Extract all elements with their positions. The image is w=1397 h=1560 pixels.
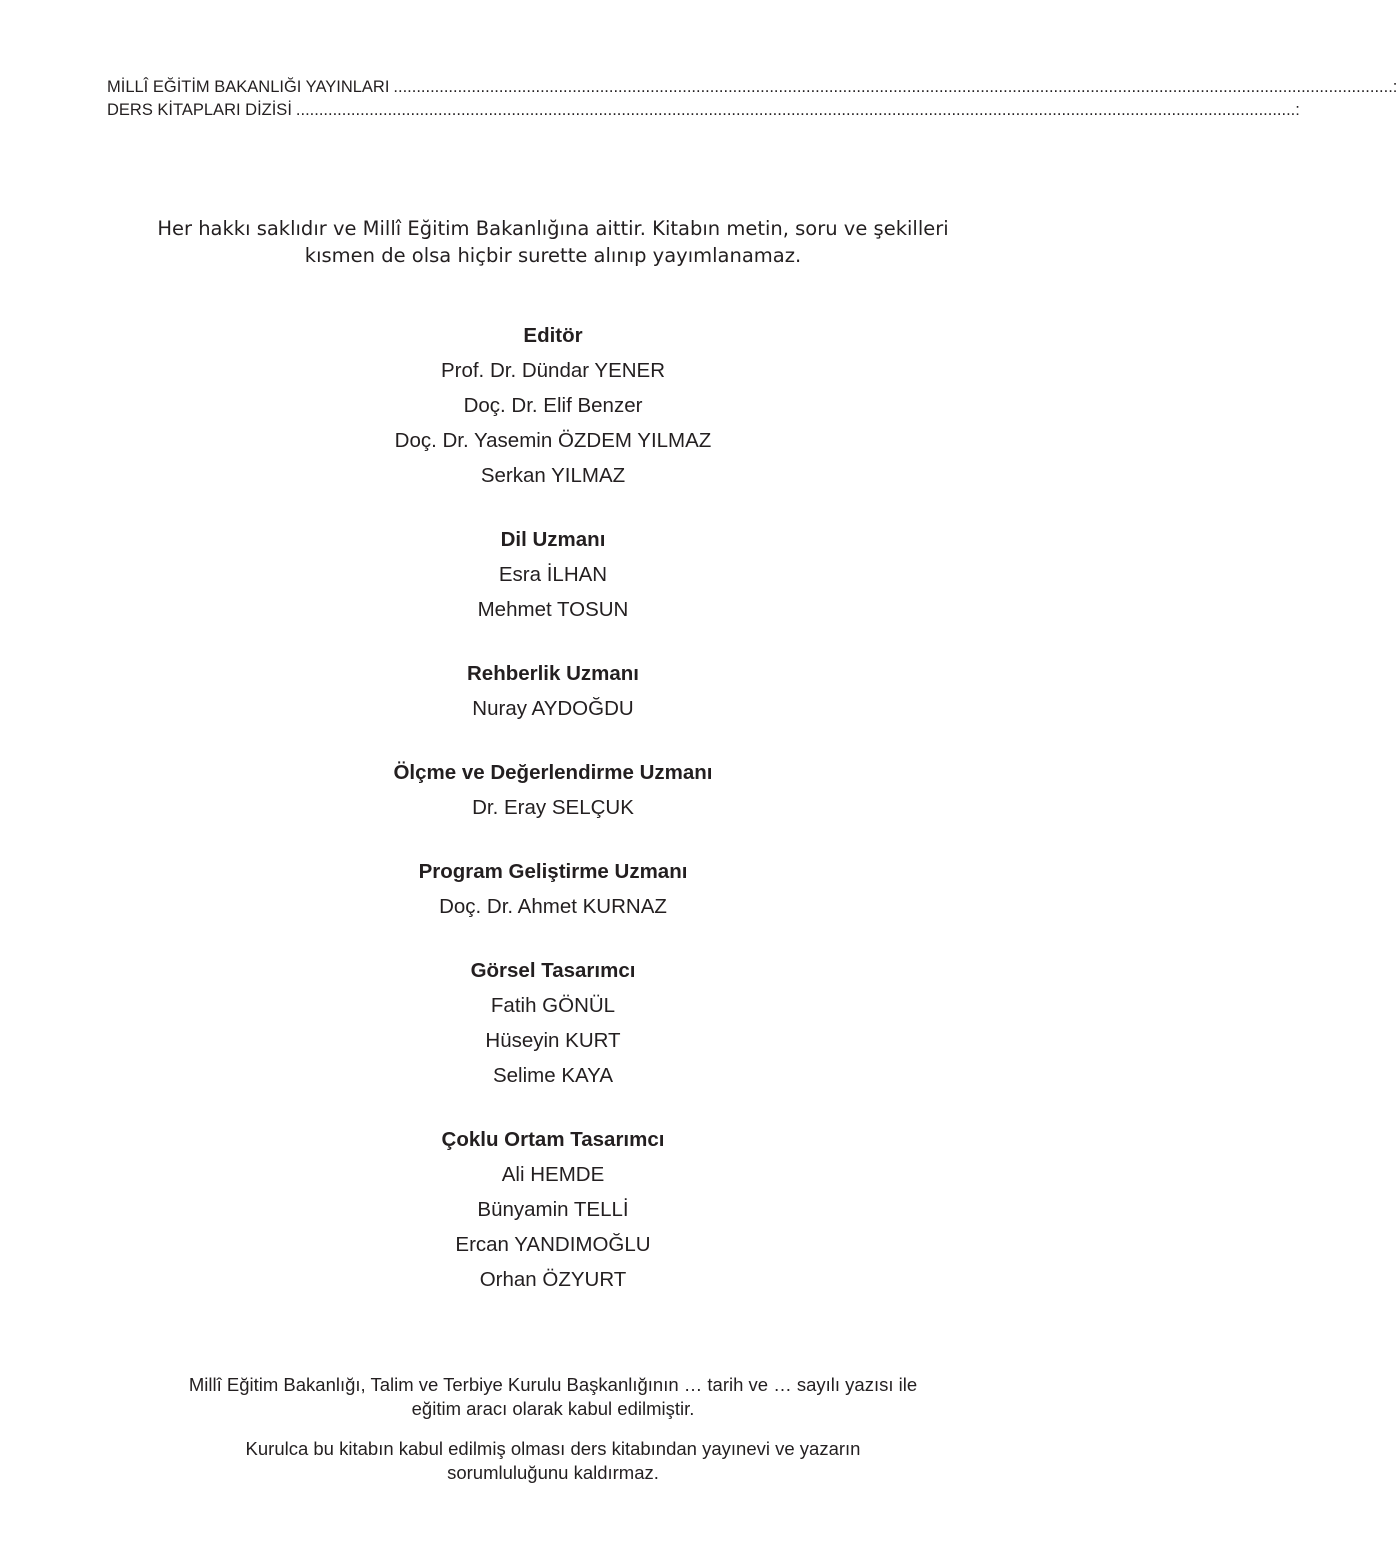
copyright-line-1: Her hakkı saklıdır ve Millî Eğitim Bakanlığına aittir. Kitabın metin, soru ve şekilleri bbox=[157, 217, 949, 240]
approval-line-3: Kurulca bu kitabın kabul edilmiş olması ders kitabından yayınevi ve yazarın bbox=[245, 1438, 861, 1459]
person-name: Ercan YANDIMOĞLU bbox=[455, 1233, 651, 1256]
person-name: Doç. Dr. Ahmet KURNAZ bbox=[439, 895, 667, 918]
role-curriculum-expert bbox=[0, 854, 1106, 924]
person-name: Mehmet TOSUN bbox=[477, 598, 629, 621]
role-assessment-expert bbox=[0, 755, 1106, 825]
role-title: Rehberlik Uzmanı bbox=[466, 662, 640, 685]
role-language-expert bbox=[0, 522, 1106, 627]
person-name: Serkan YILMAZ bbox=[480, 464, 626, 487]
dot-leader: .......................................................................................................................................................................................................................... bbox=[393, 78, 1393, 96]
role-title: Editör bbox=[523, 324, 583, 347]
person-name: Ali HEMDE bbox=[501, 1163, 605, 1186]
role-title: Program Geliştirme Uzmanı bbox=[418, 860, 688, 883]
series-label-publications: MİLLÎ EĞİTİM BAKANLIĞI YAYINLARI bbox=[107, 78, 390, 96]
person-name: Bünyamin TELLİ bbox=[477, 1198, 629, 1221]
approval-paragraph bbox=[100, 1373, 1006, 1421]
person-name: Doç. Dr. Yasemin ÖZDEM YILMAZ bbox=[394, 429, 712, 452]
responsibility-paragraph bbox=[100, 1437, 1006, 1485]
series-label-textbooks: DERS KİTAPLARI DİZİSİ bbox=[107, 101, 292, 119]
role-multimedia-designer bbox=[0, 1122, 1106, 1297]
series-colon: : bbox=[1295, 101, 1300, 119]
person-name: Esra İLHAN bbox=[498, 563, 608, 586]
series-line-textbooks bbox=[107, 99, 1300, 122]
role-editor bbox=[0, 318, 1106, 493]
role-guidance-expert bbox=[0, 656, 1106, 726]
dot-leader: .......................................................................................................................................................................................................................... bbox=[295, 101, 1296, 119]
copyright-line-2: kısmen de olsa hiçbir surette alınıp yayımlanamaz. bbox=[304, 244, 802, 267]
role-title: Dil Uzmanı bbox=[500, 528, 606, 551]
person-name: Hüseyin KURT bbox=[485, 1029, 621, 1052]
person-name: Doç. Dr. Elif Benzer bbox=[463, 394, 643, 417]
approval-line-4: sorumluluğunu kaldırmaz. bbox=[447, 1462, 659, 1483]
role-title: Çoklu Ortam Tasarımcı bbox=[441, 1128, 665, 1151]
person-name: Nuray AYDOĞDU bbox=[472, 697, 634, 720]
person-name: Selime KAYA bbox=[492, 1064, 613, 1087]
approval-line-1: Millî Eğitim Bakanlığı, Talim ve Terbiye Kurulu Başkanlığının … tarih ve … sayılı yazısı ile bbox=[188, 1374, 918, 1395]
person-name: Fatih GÖNÜL bbox=[490, 994, 616, 1017]
person-name: Dr. Eray SELÇUK bbox=[472, 796, 634, 819]
credits-list bbox=[0, 318, 1106, 1326]
copyright-notice bbox=[100, 215, 1006, 269]
person-name: Prof. Dr. Dündar YENER bbox=[440, 359, 666, 382]
role-visual-designer bbox=[0, 953, 1106, 1093]
approval-line-2: eğitim aracı olarak kabul edilmiştir. bbox=[411, 1398, 695, 1419]
role-title: Görsel Tasarımcı bbox=[470, 959, 636, 982]
series-line-publications bbox=[107, 76, 1397, 99]
series-info bbox=[107, 76, 1397, 122]
person-name: Orhan ÖZYURT bbox=[479, 1268, 627, 1291]
series-colon: : bbox=[1392, 78, 1397, 96]
role-title: Ölçme ve Değerlendirme Uzmanı bbox=[393, 761, 713, 784]
approval-notice bbox=[100, 1373, 1006, 1501]
